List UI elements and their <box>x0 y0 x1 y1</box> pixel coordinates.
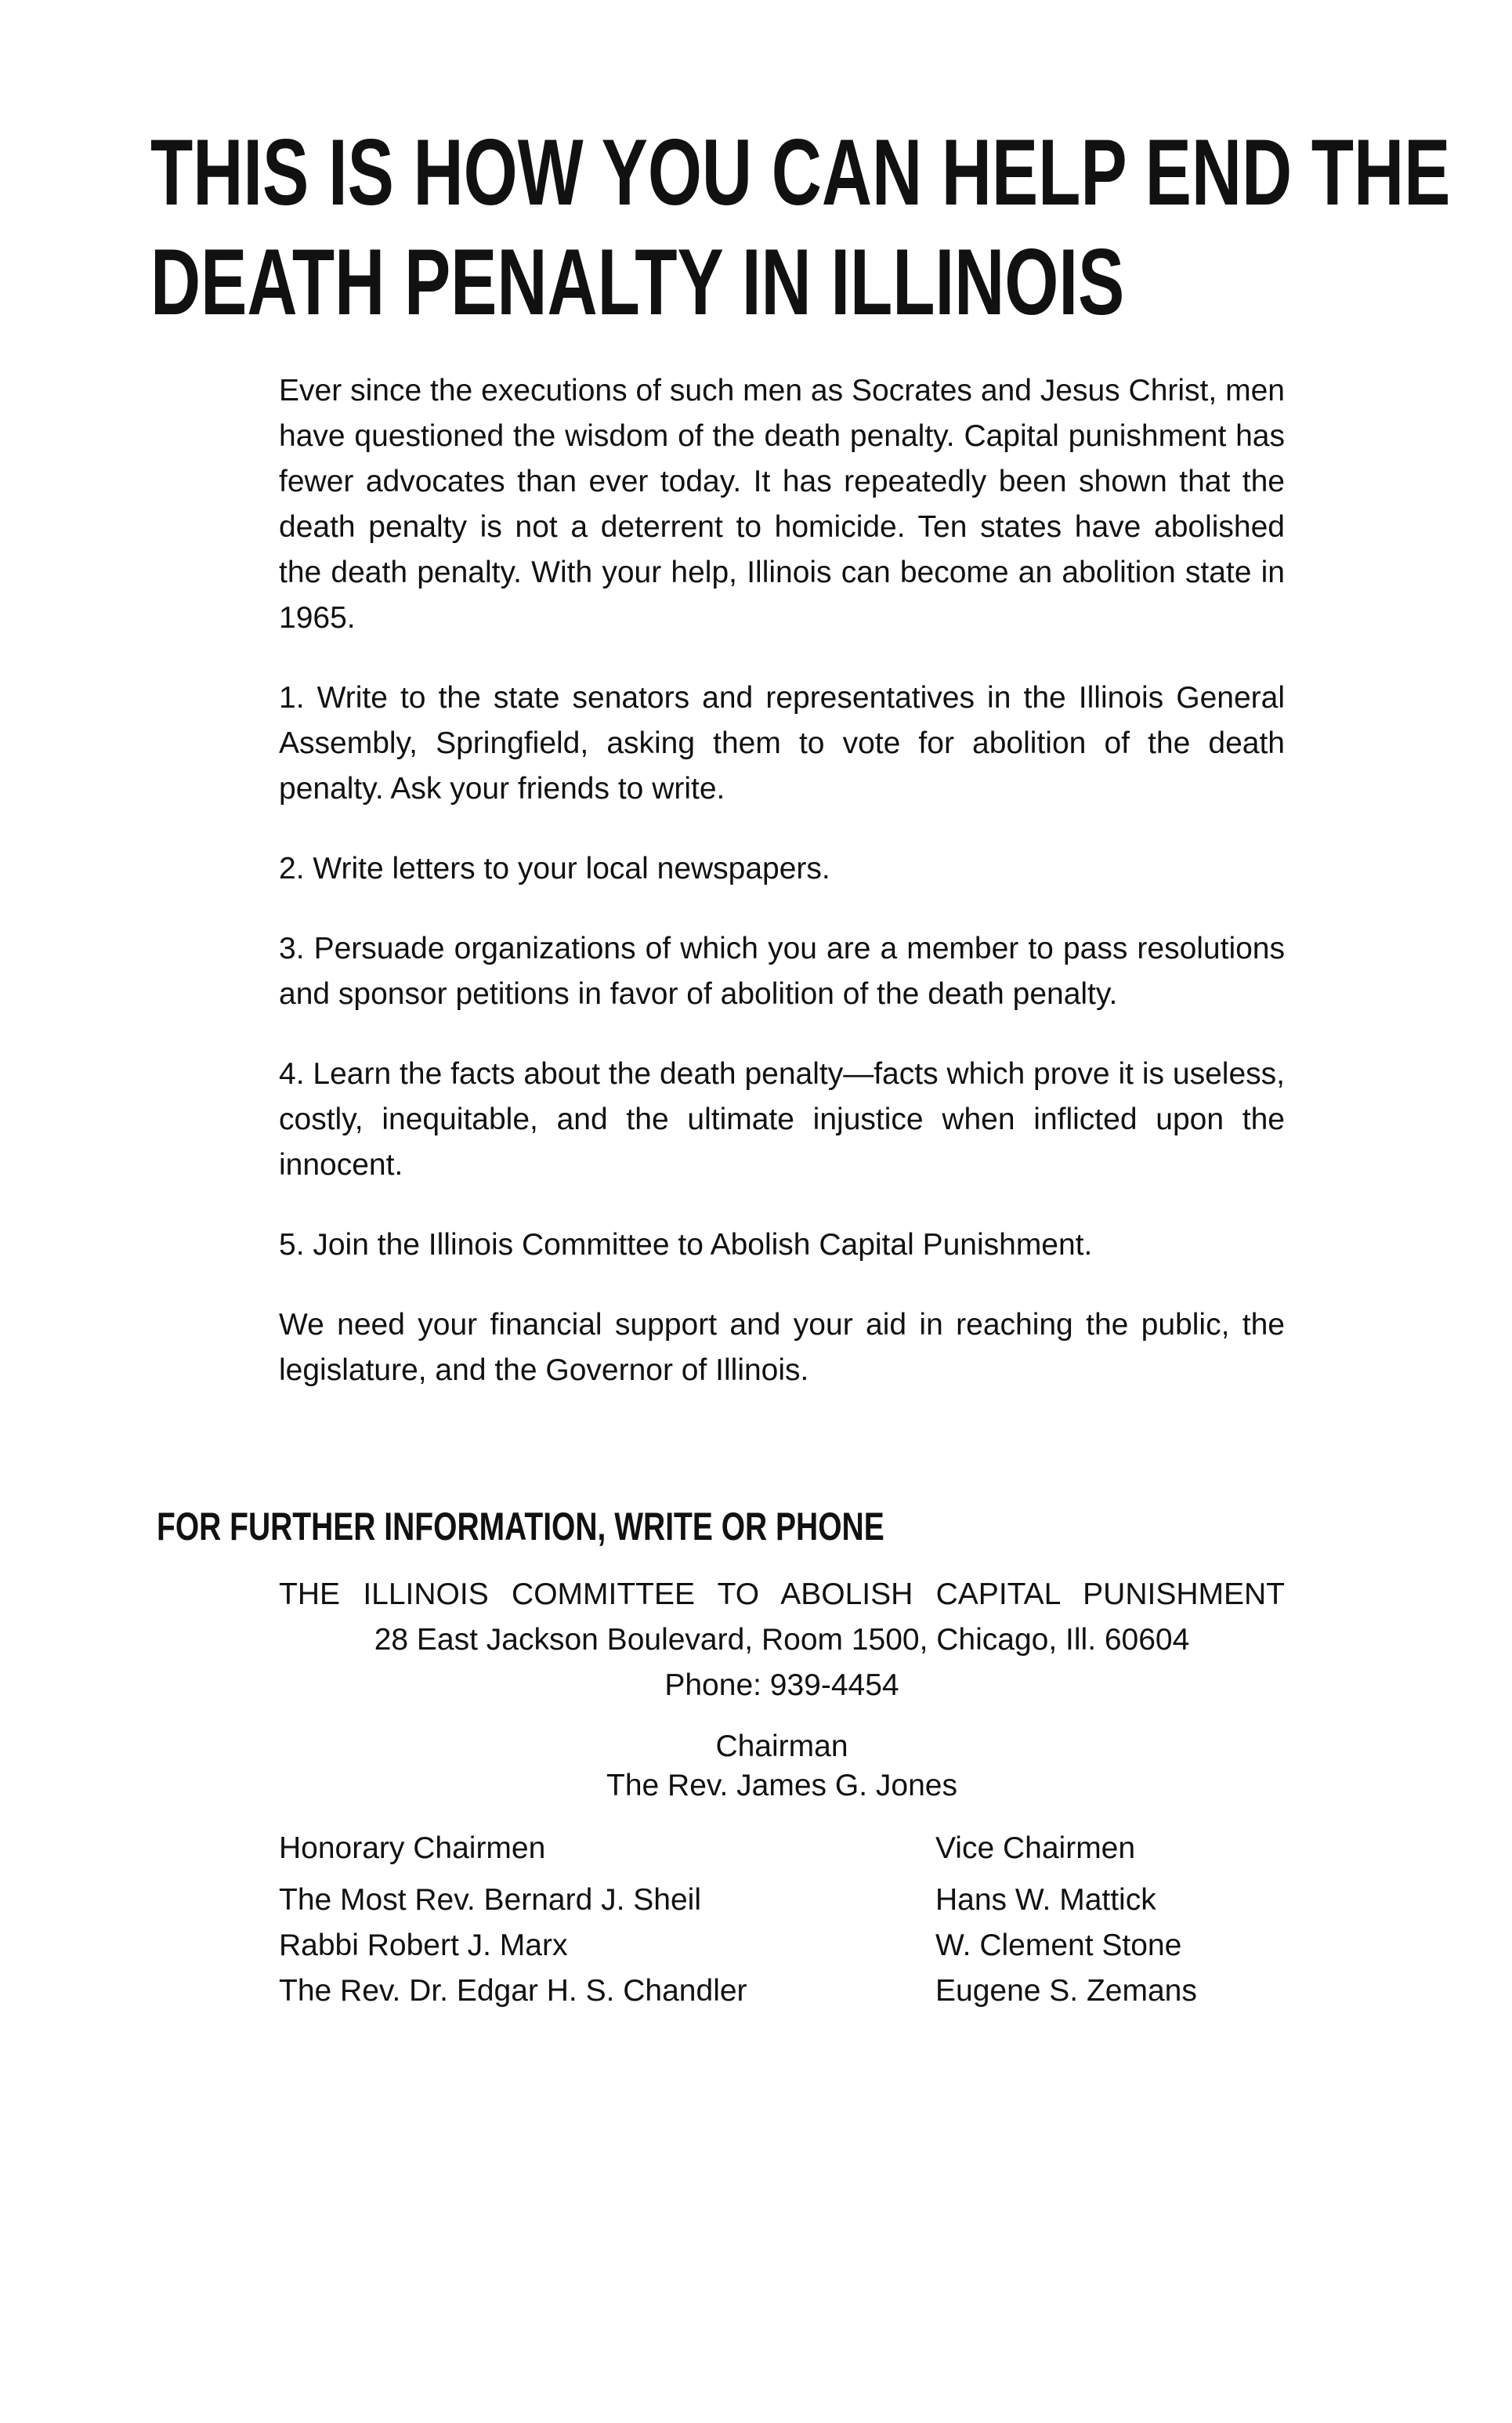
vice-chairman-name: Hans W. Mattick <box>935 1883 1156 1917</box>
honorary-chairmen-column <box>279 1826 859 2014</box>
chairman-title: Chairman <box>715 1729 848 1763</box>
step-5: 5. Join the Illinois Committee to Abolish Capital Punishment. <box>279 1228 1093 1262</box>
headline <box>150 118 1451 337</box>
vice-chairmen-column <box>935 1826 1327 2014</box>
chairman-block <box>470 1727 1094 1805</box>
step-4: 4. Learn the facts about the death penalty—facts which prove it is useless, costly, inequitable, and the ultimate injustice when inflicted upon the innocent. <box>279 1057 1285 1182</box>
vice-chairman-name: Eugene S. Zemans <box>935 1974 1197 2008</box>
body-text <box>279 368 1285 1428</box>
street-address: 28 East Jackson Boulevard, Room 1500, Chicago, Ill. 60604 <box>374 1623 1190 1657</box>
phone-number: Phone: 939-4454 <box>664 1668 899 1702</box>
honorary-chairmen-list <box>279 1878 859 2014</box>
intro-paragraph: Ever since the executions of such men as Socrates and Jesus Christ, men have questioned the wisdom of the death penalty. Capital punishment has fewer advocates than ever today. It has repeatedly been shown that the death penalty is not a deterrent to homicide. Ten states have abolished the death penalty. With your help, Illinois can become an abolition state in 1965. <box>279 374 1285 635</box>
vice-chairmen-title: Vice Chairmen <box>935 1831 1136 1865</box>
contact-address-block <box>279 1572 1285 1708</box>
appeal-paragraph: We need your financial support and your aid in reaching the public, the legislature, and the Governor of Illinois. <box>279 1308 1285 1387</box>
step-2: 2. Write letters to your local newspapers. <box>279 852 830 886</box>
contact-heading: FOR FURTHER INFORMATION, WRITE OR PHONE <box>157 1505 884 1548</box>
honorary-chairman-name: Rabbi Robert J. Marx <box>279 1929 568 1962</box>
headline-line-1: THIS IS HOW YOU CAN HELP END THE <box>150 120 1451 225</box>
honorary-chairman-name: The Most Rev. Bernard J. Sheil <box>279 1883 701 1917</box>
chairman-name: The Rev. James G. Jones <box>606 1769 957 1802</box>
headline-line-2: DEATH PENALTY IN ILLINOIS <box>150 230 1125 335</box>
step-1: 1. Write to the state senators and representatives in the Illinois General Assembly, Springfield, asking them to vote for abolition of the death penalty. Ask your friends to write. <box>279 681 1285 806</box>
step-3: 3. Persuade organizations of which you are a member to pass resolutions and sponsor petitions in favor of abolition of the death penalty. <box>279 932 1285 1011</box>
honorary-chairmen-title: Honorary Chairmen <box>279 1831 546 1865</box>
honorary-chairman-name: The Rev. Dr. Edgar H. S. Chandler <box>279 1974 747 2008</box>
organization-name: THE ILLINOIS COMMITTEE TO ABOLISH CAPITAL PUNISHMENT <box>279 1577 1285 1611</box>
vice-chairmen-list <box>935 1878 1327 2014</box>
vice-chairman-name: W. Clement Stone <box>935 1929 1182 1962</box>
